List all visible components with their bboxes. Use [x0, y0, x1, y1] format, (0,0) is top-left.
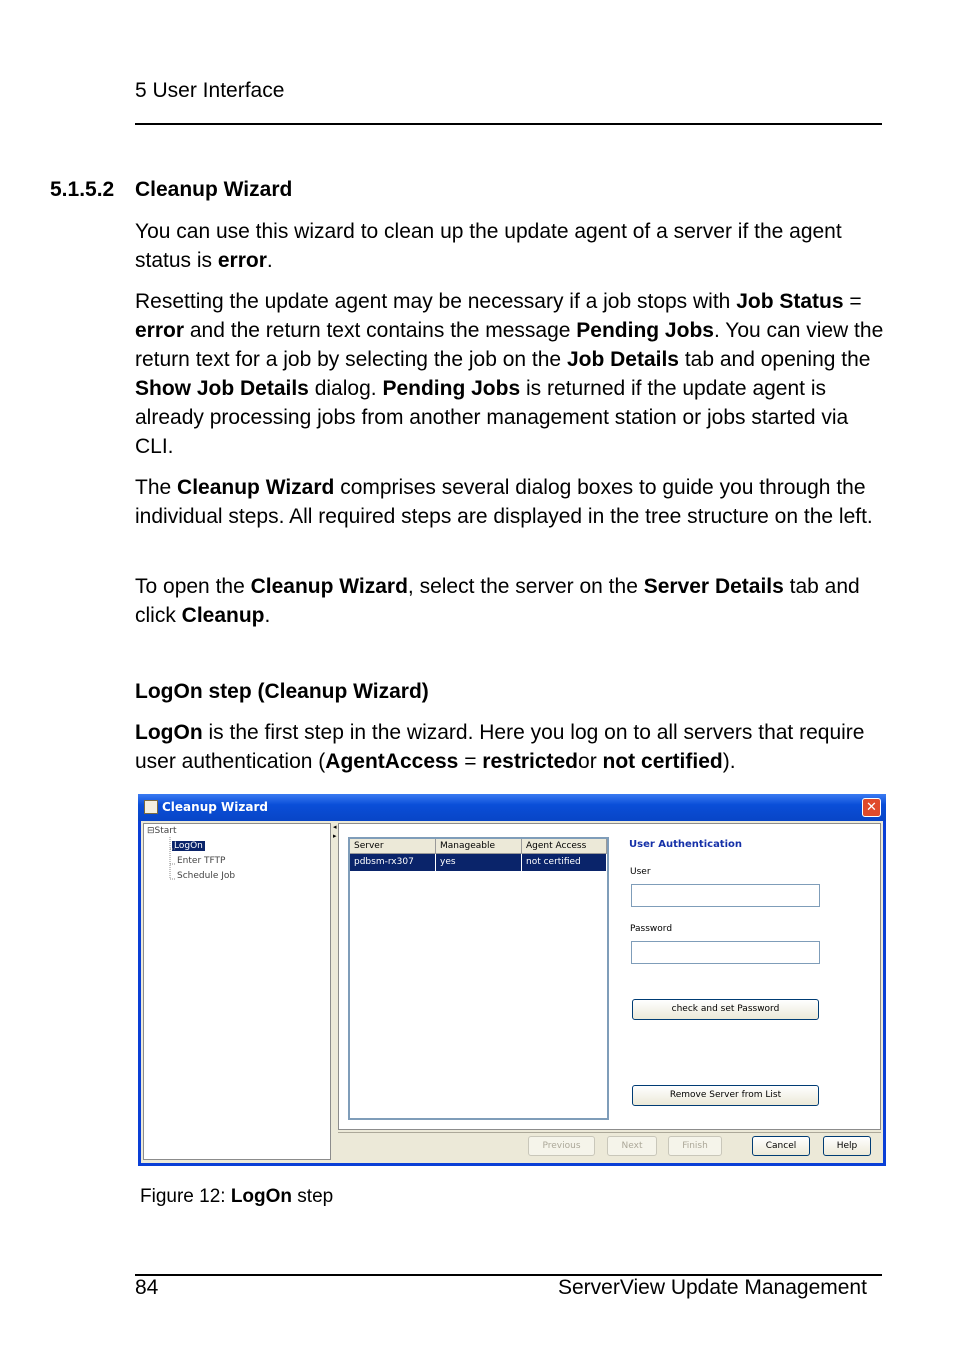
server-table [348, 837, 609, 1120]
user-authentication-title: User Authentication [629, 839, 743, 850]
check-and-set-password-button[interactable]: check and set Password [632, 999, 819, 1020]
paragraph-reset: Resetting the update agent may be necessary if a job stops with Job Status = error and the return text contains the message Pending Jobs. You can view the return text for a job by selecting the job on the Job Details tab and opening the Show Job Details dialog. Pending Jobs is returned if the update agent is already processing jobs from another management station or jobs started via CLI. [135, 290, 884, 458]
user-input[interactable] [631, 884, 820, 907]
finish-button[interactable]: Finish [668, 1136, 722, 1156]
column-header-agent-access[interactable]: Agent Access [522, 839, 607, 854]
paragraph-open: To open the Cleanup Wizard, select the server on the Server Details tab and click Cleanup. [135, 575, 860, 627]
previous-button[interactable]: Previous [528, 1136, 595, 1156]
paragraph-intro: You can use this wizard to clean up the update agent of a server if the agent status is error. [135, 220, 842, 272]
cell-server: pdbsm-rx307 [350, 854, 436, 871]
paragraph-logon: LogOn is the first step in the wizard. Here you log on to all servers that require user authentication (AgentAccess = restrictedor not certified). [135, 721, 865, 773]
dialog-client-area [141, 821, 883, 1163]
tree-root-label: Start [154, 826, 177, 836]
tree-item-schedule-job[interactable] [177, 871, 235, 881]
cleanup-wizard-dialog [138, 794, 886, 1166]
page-number: 84 [135, 1276, 159, 1299]
password-input[interactable] [631, 941, 820, 964]
footer-title: ServerView Update Management [558, 1276, 867, 1299]
header-rule [135, 123, 882, 125]
password-label: Password [630, 924, 673, 934]
app-icon [144, 800, 158, 814]
running-header: 5 User Interface [135, 79, 285, 102]
dialog-titlebar [138, 794, 886, 821]
figure-caption: Figure 12: LogOn step [140, 1186, 334, 1207]
section-number: 5.1.5.2 [50, 178, 115, 201]
remove-server-button[interactable]: Remove Server from List [632, 1085, 819, 1106]
tree-item-enter-tftp[interactable] [177, 856, 225, 866]
tree-root[interactable] [147, 826, 177, 836]
tree-lines [165, 837, 177, 882]
step-content-pane [338, 823, 881, 1130]
expand-right-icon[interactable]: ▸ [333, 833, 337, 840]
tree-item-label: Schedule Job [177, 871, 236, 881]
column-header-manageable[interactable]: Manageable [436, 839, 522, 854]
close-icon[interactable]: ✕ [862, 798, 881, 817]
cancel-button[interactable]: Cancel [752, 1136, 810, 1156]
splitter-handle[interactable] [333, 823, 337, 1160]
cell-manageable: yes [436, 854, 522, 871]
subsection-title: LogOn step (Cleanup Wizard) [135, 680, 429, 703]
next-button[interactable]: Next [607, 1136, 657, 1156]
collapse-left-icon[interactable]: ◂ [333, 824, 337, 831]
column-header-server[interactable]: Server [350, 839, 436, 854]
cell-agent-access: not certified [522, 854, 607, 871]
collapse-icon[interactable]: ⊟ [147, 826, 155, 836]
user-label: User [630, 867, 651, 877]
help-button[interactable]: Help [823, 1136, 871, 1156]
dialog-title: Cleanup Wizard [162, 800, 268, 814]
section-title: Cleanup Wizard [135, 178, 293, 201]
tree-item-label: Enter TFTP [177, 856, 226, 866]
step-tree [143, 823, 331, 1160]
button-bar-separator [338, 1132, 881, 1133]
paragraph-dialogs: The Cleanup Wizard comprises several dialog boxes to guide you through the individual steps. All required steps are displayed in the tree structure on the left. [135, 476, 873, 528]
tree-item-label: LogOn [174, 841, 203, 851]
